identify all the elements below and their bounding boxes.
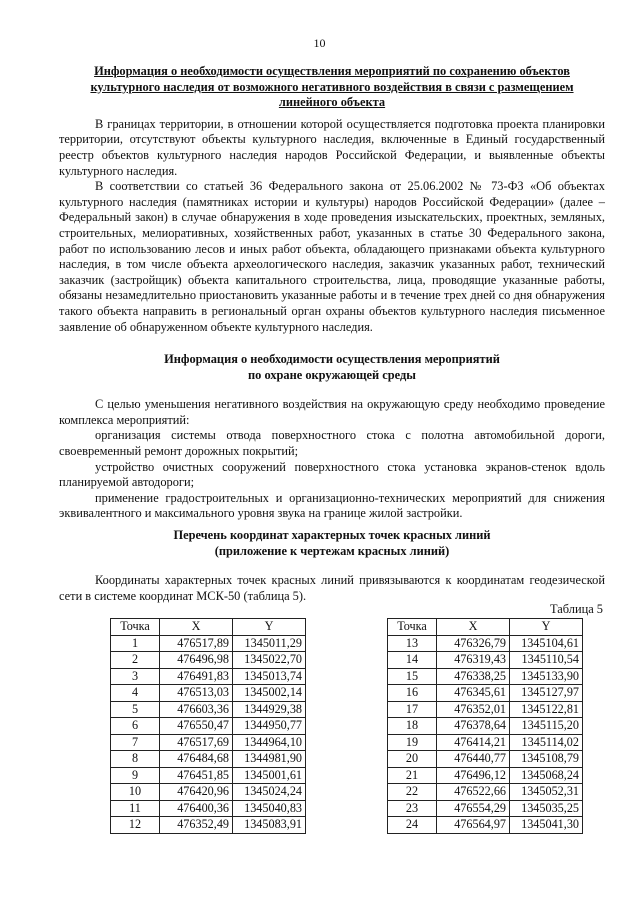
cell-x: 476378,64 [437, 718, 510, 735]
cell-y: 1345011,29 [233, 635, 306, 652]
cell-y: 1345115,20 [510, 718, 583, 735]
header-point: Точка [111, 619, 160, 636]
cell-x: 476440,77 [437, 751, 510, 768]
cell-x: 476496,98 [160, 652, 233, 669]
table-row [388, 817, 583, 834]
table-row [388, 668, 583, 685]
cell-x: 476319,43 [437, 652, 510, 669]
cell-point: 6 [111, 718, 160, 735]
table-row [388, 784, 583, 801]
cell-x: 476400,36 [160, 800, 233, 817]
cell-point: 17 [388, 701, 437, 718]
cell-x: 476420,96 [160, 784, 233, 801]
cell-point: 10 [111, 784, 160, 801]
table-row [388, 635, 583, 652]
table-row [388, 751, 583, 768]
header-y: Y [510, 619, 583, 636]
table-row [388, 718, 583, 735]
cell-point: 2 [111, 652, 160, 669]
cell-point: 18 [388, 718, 437, 735]
cell-x: 476517,69 [160, 734, 233, 751]
cell-y: 1344929,38 [233, 701, 306, 718]
cell-y: 1345114,02 [510, 734, 583, 751]
table-row [111, 685, 306, 702]
cell-point: 20 [388, 751, 437, 768]
section-title-cultural-heritage: Информация о необходимости осуществления мероприятий по сохранению объектов культурного наследия от возможного негативного воздействия в связи с размещением линейного объекта [90, 64, 574, 110]
cell-point: 13 [388, 635, 437, 652]
cell-point: 11 [111, 800, 160, 817]
table-caption: Таблица 5 [550, 602, 603, 616]
cell-point: 14 [388, 652, 437, 669]
table-row [111, 817, 306, 834]
header-x: X [160, 619, 233, 636]
table-row [111, 751, 306, 768]
cell-point: 21 [388, 767, 437, 784]
cell-point: 19 [388, 734, 437, 751]
paragraph-environment-intro: С целью уменьшения негативного воздействия на окружающую среду необходимо проведение комплекса мероприятий: [59, 397, 605, 427]
cell-y: 1345013,74 [233, 668, 306, 685]
page-number: 10 [313, 36, 326, 50]
section-coordinates [59, 528, 605, 604]
section-title-coordinates-line2: (приложение к чертежам красных линий) [214, 543, 450, 558]
cell-point: 16 [388, 685, 437, 702]
cell-y: 1345110,54 [510, 652, 583, 669]
list-item-treatment: устройство очистных сооружений поверхностного стока установка экранов-стенок вдоль планируемой автодороги; [59, 459, 605, 490]
table-header-row [388, 619, 583, 636]
table-row [111, 668, 306, 685]
header-x: X [437, 619, 510, 636]
cell-y: 1345035,25 [510, 800, 583, 817]
table-row [388, 767, 583, 784]
table-row [111, 767, 306, 784]
header-y: Y [233, 619, 306, 636]
cell-point: 15 [388, 668, 437, 685]
cell-x: 476414,21 [437, 734, 510, 751]
cell-point: 23 [388, 800, 437, 817]
table-row [111, 784, 306, 801]
cell-y: 1345052,31 [510, 784, 583, 801]
cell-point: 5 [111, 701, 160, 718]
section-cultural-heritage [59, 64, 605, 335]
cell-y: 1345001,61 [233, 767, 306, 784]
cell-point: 12 [111, 817, 160, 834]
coordinates-table-left [110, 618, 306, 834]
table-row [388, 652, 583, 669]
list-item-noise: применение градостроительных и организационно-технических мероприятий для снижения эквивалентного и максимального уровня звука на границе жилой застройки. [59, 490, 605, 521]
table-row [111, 800, 306, 817]
cell-y: 1345002,14 [233, 685, 306, 702]
cell-point: 24 [388, 817, 437, 834]
paragraph-federal-law: В соответствии со статьей 36 Федерального закона от 25.06.2002 № 73-ФЗ «Об объектах культурного наследия (памятниках истории и культуры) народов Российской Федерации» (далее – Федеральный закон) в случае обнаружения в ходе проведения изыскательских, проектных, земляных, строительных, мелиоративных, хозяйственных работ, указанных в статье 30 Федерального закона, работ по использованию лесов и иных работ объекта, обладающего признаками объекта культурного наследия, в том числе объекта археологического наследия, заказчик указанных работ, технический заказчик (застройщик) объекта капитального строительства, лица, проводящие указанные работы, обязаны незамедлительно приостановить указанные работы и в течение трех дней со дня обнаружения такого объекта направить в региональный орган охраны объектов культурного наследия письменное заявление об обнаруженном объекте культурного наследия. [59, 179, 605, 334]
cell-y: 1345068,24 [510, 767, 583, 784]
cell-x: 476484,68 [160, 751, 233, 768]
cell-point: 7 [111, 734, 160, 751]
cell-y: 1345133,90 [510, 668, 583, 685]
cell-point: 1 [111, 635, 160, 652]
cell-x: 476352,01 [437, 701, 510, 718]
cell-x: 476513,03 [160, 685, 233, 702]
cell-x: 476603,36 [160, 701, 233, 718]
table-row [388, 800, 583, 817]
cell-y: 1345041,30 [510, 817, 583, 834]
table-row [111, 652, 306, 669]
paragraph-coordinates-intro: Координаты характерных точек красных линий привязываются к координатам геодезической сети в системе координат МСК-50 (таблица 5). [59, 573, 605, 603]
header-point: Точка [388, 619, 437, 636]
cell-y: 1344950,77 [233, 718, 306, 735]
coordinates-table-right [387, 618, 583, 834]
cell-x: 476522,66 [437, 784, 510, 801]
table-row [111, 734, 306, 751]
list-item-runoff: организация системы отвода поверхностного стока с полотна автомобильной дороги, своевременный ремонт дорожных покрытий; [59, 428, 605, 458]
cell-y: 1345024,24 [233, 784, 306, 801]
table-row [388, 685, 583, 702]
cell-point: 4 [111, 685, 160, 702]
table-row [388, 701, 583, 718]
cell-x: 476352,49 [160, 817, 233, 834]
section-environment [59, 352, 605, 522]
section-title-environment-line2: по охране окружающей среды [248, 367, 416, 382]
table-header-row [111, 619, 306, 636]
cell-x: 476338,25 [437, 668, 510, 685]
cell-y: 1345108,79 [510, 751, 583, 768]
cell-x: 476550,47 [160, 718, 233, 735]
table-row [111, 701, 306, 718]
cell-y: 1344964,10 [233, 734, 306, 751]
table-row [111, 635, 306, 652]
cell-point: 22 [388, 784, 437, 801]
table-row [111, 718, 306, 735]
cell-y: 1344981,90 [233, 751, 306, 768]
cell-x: 476326,79 [437, 635, 510, 652]
cell-x: 476564,97 [437, 817, 510, 834]
cell-x: 476496,12 [437, 767, 510, 784]
section-title-environment-line1: Информация о необходимости осуществления мероприятий [164, 352, 500, 366]
cell-y: 1345040,83 [233, 800, 306, 817]
cell-point: 3 [111, 668, 160, 685]
cell-point: 9 [111, 767, 160, 784]
cell-point: 8 [111, 751, 160, 768]
table-row [388, 734, 583, 751]
paragraph-territory: В границах территории, в отношении которой осуществляется подготовка проекта планировки территории, отсутствуют объекты культурного наследия, включенные в Единый государственный реестр объектов культурного наследия народов Российской Федерации, и выявленные объекты культурного наследия. [59, 116, 605, 178]
cell-x: 476345,61 [437, 685, 510, 702]
cell-x: 476491,83 [160, 668, 233, 685]
cell-y: 1345127,97 [510, 685, 583, 702]
cell-y: 1345122,81 [510, 701, 583, 718]
cell-x: 476554,29 [437, 800, 510, 817]
section-title-coordinates-line1: Перечень координат характерных точек красных линий [173, 528, 491, 542]
cell-y: 1345104,61 [510, 635, 583, 652]
cell-y: 1345083,91 [233, 817, 306, 834]
cell-x: 476451,85 [160, 767, 233, 784]
cell-x: 476517,89 [160, 635, 233, 652]
cell-y: 1345022,70 [233, 652, 306, 669]
